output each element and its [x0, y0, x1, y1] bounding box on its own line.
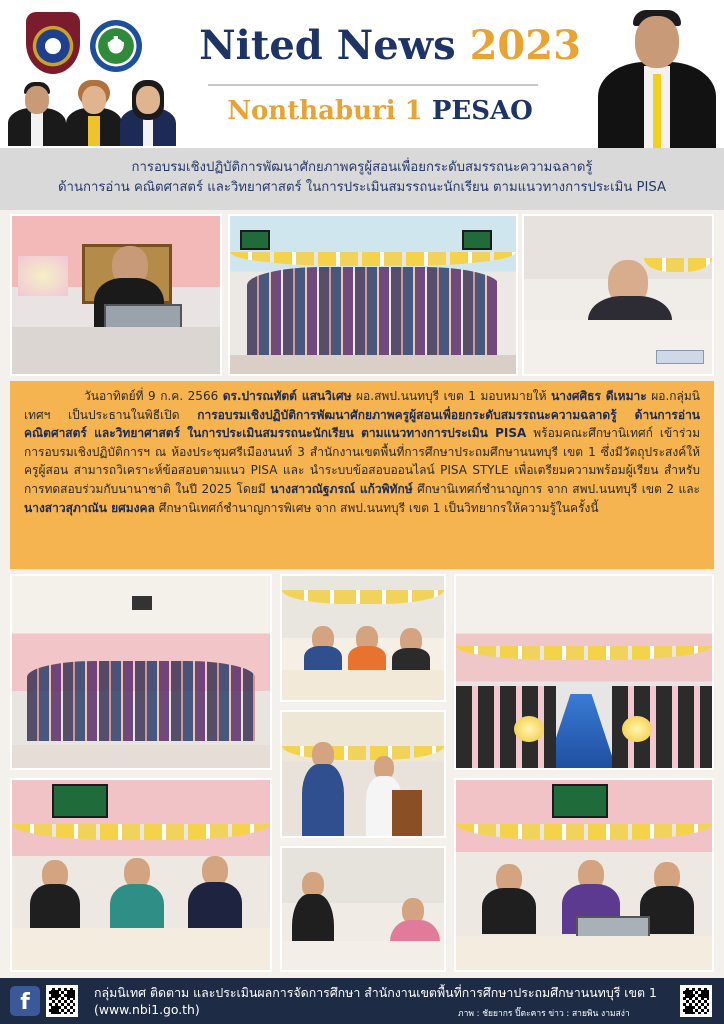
title-text: Nited News [199, 22, 456, 69]
photo-trainers-helping-teachers [280, 846, 446, 972]
qr-code-icon[interactable] [46, 985, 78, 1017]
photo-teachers-with-laptops [454, 778, 714, 972]
photo-speaker-at-podium [280, 710, 446, 838]
subtitle-org: PESAO [431, 96, 533, 126]
yellow-tie [653, 74, 661, 148]
article-text: ผอ.สพป.นนทบุรี เขต 1 มอบหมายให้ [351, 389, 552, 403]
footer-org-name: กลุ่มนิเทศ ติดตาม และประเมินผลการจัดการศึกษา สำนักงานเขตพื้นที่การศึกษาประถมศึกษานนทบุรี เขต 1 [94, 985, 657, 1000]
photo-group-in-hall [10, 574, 272, 770]
footer [0, 978, 724, 1024]
title-year: 2023 [469, 22, 581, 69]
photo-teachers-with-tablets [10, 778, 272, 972]
newsletter-header [0, 0, 724, 148]
subtitle-place: Nonthaburi 1 [227, 96, 423, 126]
article-bold-name: นางสาวณัฐภรณ์ แก้วพิทักษ์ [270, 481, 413, 496]
official-photo-2 [66, 80, 122, 146]
office-logo [90, 20, 142, 72]
photo-speaker-at-desk [522, 214, 714, 376]
qr-code-icon[interactable] [680, 985, 712, 1017]
article-text: ผอ.กลุ่มนิเทศฯ เป็นประธานในพิธีเปิด [24, 389, 701, 422]
qr-pattern [683, 988, 709, 1014]
article-bold-name: นางศศิธร ดีเหมาะ [551, 389, 647, 403]
photo-conference-room [454, 574, 714, 770]
newsletter-title [190, 22, 590, 69]
photo-group-standing [228, 214, 518, 376]
director-photo [598, 6, 716, 148]
title-divider [208, 84, 538, 86]
article-text: ศึกษานิเทศก์ชำนาญการพิเศษ จาก สพป.นนทบุรี เขต 1 เป็นวิทยากรให้ความรู้ในครั้งนี้ [154, 500, 599, 515]
flower-arrangement [622, 716, 652, 742]
official-photo-3 [120, 80, 176, 146]
article-text: วันอาทิตย์ที่ 9 ก.ค. 2566 [84, 389, 223, 403]
photo-trainers-seated [280, 574, 446, 702]
headline-line-1: การอบรมเชิงปฏิบัติการพัฒนาศักยภาพครูผู้สอนเพื่อยกระดับสมรรถนะความฉลาดรู้ [131, 160, 593, 175]
article-bold-title: การอบรมเชิงปฏิบัติการพัฒนาศักยภาพครูผู้สอนเพื่อยกระดับสมรรถนะความฉลาดรู้ ด้านการอ่าน คณิตศาสตร์ และวิทยาศาสตร์ ในการประเมินสมรรถนะนักเรียน ตามแนวทางการประเมิน PISA [24, 407, 701, 441]
article-bold-name: ดร.ปารณทัตต์ แสนวิเศษ [222, 389, 352, 403]
article-paragraph [24, 387, 700, 517]
podium [392, 790, 422, 838]
projector-icon [132, 596, 152, 610]
official-photo-1 [8, 80, 66, 146]
footer-credit: ภาพ : ชัยยากร ปิ๊ตะคาร ข่าว : สายพิน งามสง่า [458, 1009, 630, 1019]
school-emblem-logo [26, 12, 80, 74]
footer-website[interactable]: (www.nbi1.go.th) [94, 1002, 200, 1017]
article-body [10, 381, 714, 569]
qr-pattern [49, 988, 75, 1014]
flower-arrangement [514, 716, 544, 742]
facebook-icon[interactable]: f [10, 986, 40, 1016]
article-text: พร้อมคณะศึกษานิเทศก์ เข้าร่วมการอบรมเชิงปฏิบัติการฯ ณ ห้องประชุมศรีเมืองนนท์ 3 สำนักงานเขตพื้นที่การศึกษาประถมศึกษานนทบุรี เขต 1 ซึ่งมีวัตถุประสงค์ให้ครูผู้สอน สามารถวิเคราะห์ข้อสอบตามแนว PISA และ นำระบบข้อสอบออนไลน์ PISA STYLE เพื่อเตรียมความพร้อมผู้เรียน สำหรับการทดสอบร่วมกับนานาชาติ ในปี 2025 โดยมี [24, 426, 700, 496]
photo-presider-at-laptop [10, 214, 222, 376]
headline-line-2: ด้านการอ่าน คณิตศาสตร์ และวิทยาศาสตร์ ในการประเมินสมรรถนะนักเรียน ตามแนวทางการประเมิน PISA [57, 180, 667, 195]
newsletter-subtitle [190, 96, 570, 126]
article-bold-name: นางสาวสุภาณัน ยศมงคล [24, 500, 155, 515]
headline-banner [0, 148, 724, 210]
article-text: ศึกษานิเทศก์ชำนาญการ จาก สพป.นนทบุรี เขต 2 และ [412, 481, 701, 496]
